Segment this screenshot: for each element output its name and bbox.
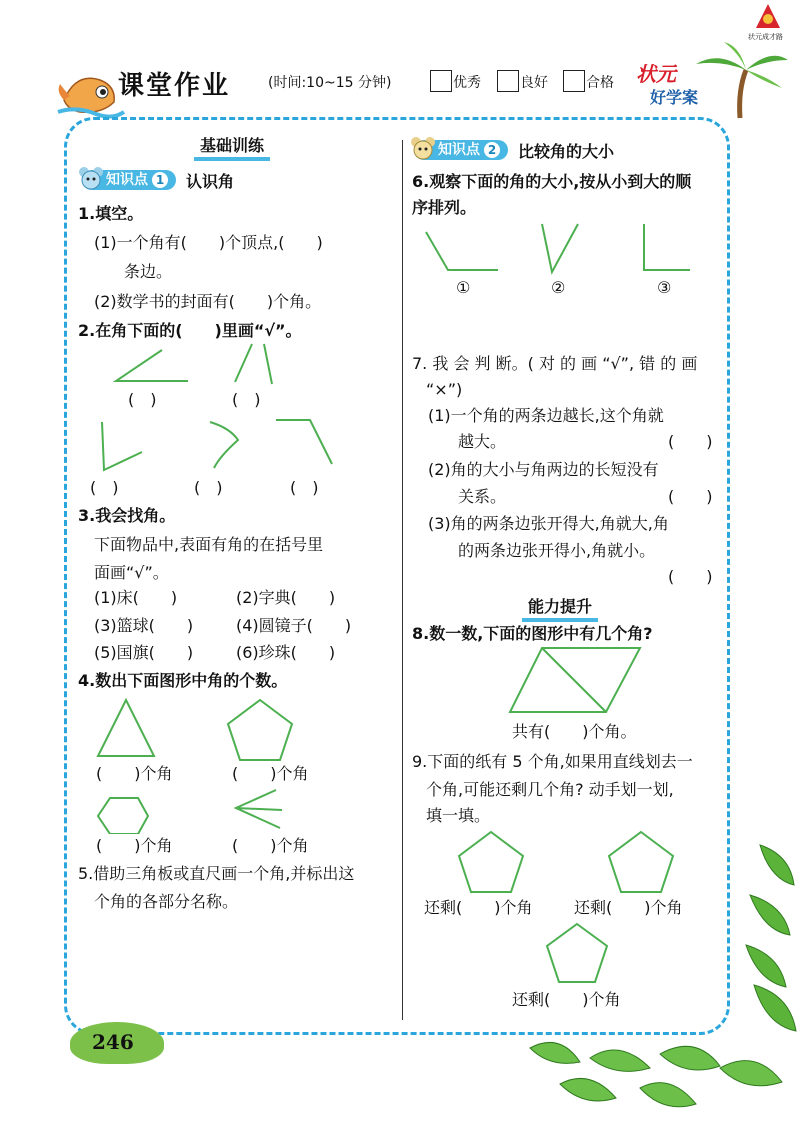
q3-desc2: 面画“√”。 [94, 563, 169, 582]
q7-s1a: (1)一个角的两条边越长,这个角就 [428, 406, 664, 425]
publisher-name: 状元成才路 [748, 33, 783, 41]
q3-item-3: (3)篮球( ) [94, 616, 194, 635]
q6-label-2: ② [551, 278, 566, 297]
q3-item-4: (4)圆镜子( ) [236, 616, 352, 635]
q9-line1: 9.下面的纸有 5 个角,如果用直线划去一 [412, 752, 693, 771]
brand-top: 状元 [636, 62, 676, 86]
q2-angle-figures [90, 340, 350, 500]
q4-answer-3: ( )个角 [96, 836, 173, 855]
knowledge-point-2 [414, 139, 614, 161]
header-title: 课堂作业 [118, 71, 231, 101]
q3-item-1: (1)床( ) [94, 588, 178, 607]
q7-line1: 7. 我 会 判 断。( 对 的 画 “√”, 错 的 画 [412, 354, 698, 373]
rating-checkbox-excellent[interactable] [430, 70, 452, 92]
q6-line2: 序排列。 [412, 198, 477, 217]
knowledge-point-number: 1 [152, 172, 168, 188]
q3-title: 3.我会找角。 [78, 506, 176, 525]
q4-title: 4.数出下面图形中角的个数。 [78, 671, 288, 690]
q7-s2a: (2)角的大小与角两边的长短没有 [428, 460, 659, 479]
knowledge-point-number: 2 [484, 142, 500, 158]
rating-label-pass: 合格 [586, 75, 614, 91]
q4-answer-2: ( )个角 [232, 764, 309, 783]
header-time: (时间:10~15 分钟) [268, 75, 392, 91]
q1-line2: (2)数学书的封面有( )个角。 [94, 292, 322, 311]
q9-answer-2: 还剩( )个角 [574, 898, 683, 917]
q1-title: 1.填空。 [78, 204, 144, 223]
q2-paren-1: ( ) [128, 390, 157, 409]
q2-title: 2.在角下面的( )里画“√”。 [78, 321, 302, 340]
q6-line1: 6.观察下面的角的大小,按从小到大的顺 [412, 172, 692, 191]
q9-answer-3: 还剩( )个角 [512, 990, 621, 1009]
column-divider [402, 140, 403, 1020]
q7-s3b: 的两条边张开得小,角就小。 [458, 541, 656, 560]
q7-paren-2: ( ) [668, 487, 713, 506]
knowledge-point-label: 知识点 [106, 172, 148, 188]
publisher-logo-icon [754, 2, 782, 32]
q8-parallelogram-figure [508, 644, 644, 716]
q2-paren-4: ( ) [194, 478, 223, 497]
knowledge-point-1 [82, 169, 234, 191]
q4-answer-1: ( )个角 [96, 764, 173, 783]
mouse-mascot-icon [78, 165, 104, 191]
section-title-basic: 基础训练 [194, 133, 270, 161]
brand-bottom: 好学案 [650, 88, 699, 107]
knowledge-point-name: 比较角的大小 [518, 141, 615, 161]
q7-s1b: 越大。 [458, 432, 507, 451]
section-title-advanced: 能力提升 [522, 594, 598, 622]
q5-line1: 5.借助三角板或直尺画一个角,并标出这 [78, 864, 355, 883]
q3-item-5: (5)国旗( ) [94, 643, 194, 662]
q1-line1b: 条边。 [124, 262, 173, 281]
q9-line3: 填一填。 [426, 806, 491, 825]
rating-checkbox-pass[interactable] [563, 70, 585, 92]
q2-paren-2: ( ) [232, 390, 261, 409]
leaves-decoration-bottom [520, 1028, 790, 1118]
q6-label-3: ③ [657, 278, 672, 297]
rating-checkbox-good[interactable] [497, 70, 519, 92]
q9-line2: 个角,可能还剩几个角? 动手划一划, [426, 780, 674, 799]
q6-angle-figures [418, 220, 698, 280]
q2-paren-3: ( ) [90, 478, 119, 497]
q7-s3a: (3)角的两条边张开得大,角就大,角 [428, 514, 669, 533]
q4-answer-4: ( )个角 [232, 836, 309, 855]
fish-mascot-illustration [56, 62, 126, 120]
mouse-mascot-icon [410, 135, 436, 161]
rating-label-good: 良好 [520, 75, 548, 91]
page-number: 246 [92, 1030, 134, 1054]
q1-line1: (1)一个角有( )个顶点,( ) [94, 233, 323, 252]
q7-paren-3: ( ) [668, 567, 713, 586]
palm-tree-illustration [690, 40, 790, 120]
q8-answer: 共有( )个角。 [512, 722, 637, 741]
q7-line2: “×”) [426, 380, 463, 399]
knowledge-point-name: 认识角 [186, 171, 235, 191]
q7-paren-1: ( ) [668, 432, 713, 451]
q3-item-2: (2)字典( ) [236, 588, 336, 607]
q3-item-6: (6)珍珠( ) [236, 643, 336, 662]
knowledge-point-label: 知识点 [438, 142, 480, 158]
leaves-decoration-right [720, 835, 800, 1035]
q6-label-1: ① [456, 278, 471, 297]
q3-desc1: 下面物品中,表面有角的在括号里 [94, 535, 324, 554]
q2-paren-5: ( ) [290, 478, 319, 497]
q8-title: 8.数一数,下面的图形中有几个角? [412, 624, 653, 643]
q9-answer-1: 还剩( )个角 [424, 898, 533, 917]
q5-line2: 个角的各部分名称。 [94, 892, 239, 911]
q7-s2b: 关系。 [458, 487, 507, 506]
rating-label-excellent: 优秀 [453, 75, 481, 91]
